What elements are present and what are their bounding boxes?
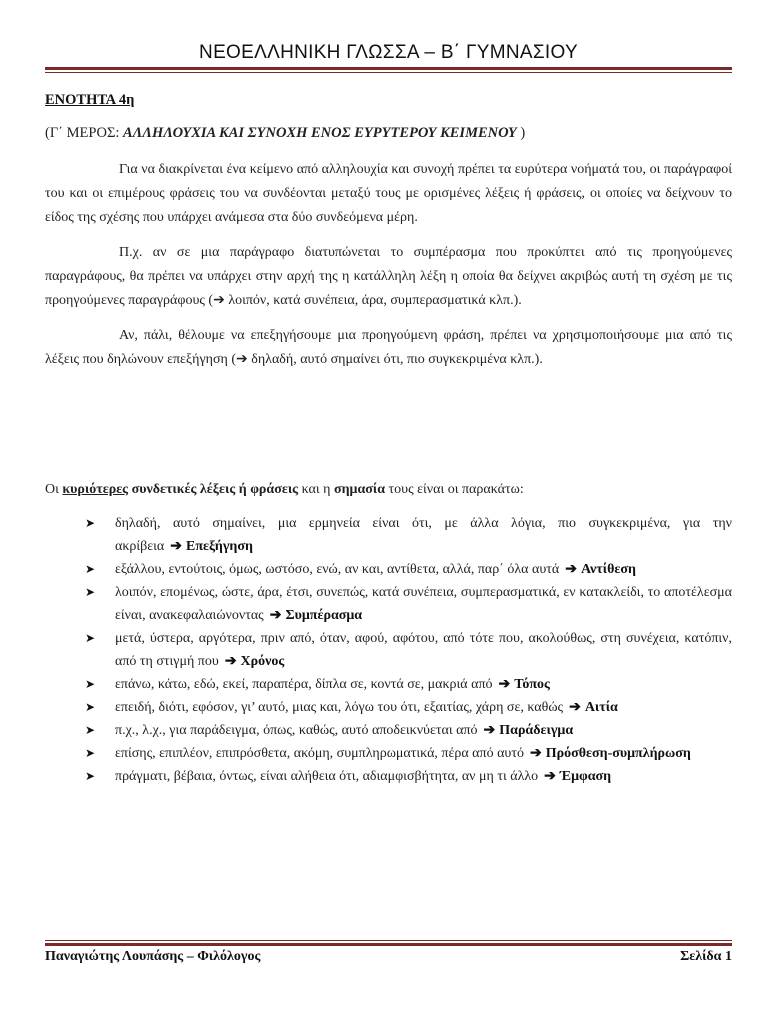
- list-item-text: λοιπόν, επομένως, ώστε, άρα, έτσι, συνεπώς, κατά συνέπεια, συμπερασματικά, εν κατακλείδι, το αποτέλεσμα είναι, ανακεφαλαιώνοντας: [115, 585, 732, 623]
- list-item-text: εξάλλου, εντούτοις, όμως, ωστόσο, ενώ, αν και, αντίθετα, αλλά, παρ΄ όλα αυτά: [115, 562, 560, 577]
- bullet-arrowhead-icon: ➤: [85, 700, 96, 714]
- list-item-text: πράγματι, βέβαια, όντως, είναι αλήθεια ότι, αδιαμφισβήτητα, αν μη τι άλλο: [115, 769, 539, 784]
- footer-rule-thin: [45, 940, 732, 941]
- list-item: [85, 512, 732, 558]
- list-item-text: επάνω, κάτω, εδώ, εκεί, παραπέρα, δίπλα σε, κοντά σε, μακριά από: [115, 677, 493, 692]
- bullet-arrowhead-icon: ➤: [85, 631, 96, 645]
- right-arrow-icon: ➔: [224, 654, 237, 669]
- list-item: [85, 627, 732, 673]
- right-arrow-icon: ➔: [529, 746, 542, 761]
- bullet-arrowhead-icon: ➤: [85, 769, 96, 783]
- header-rule-thin: [45, 72, 732, 73]
- body-text: [45, 158, 732, 383]
- list-item: [85, 673, 732, 696]
- intro-emphasis-connectives: συνδετικές λέξεις ή φράσεις: [128, 482, 299, 497]
- paragraph-3: Αν, πάλι, θέλουμε να επεξηγήσουμε μια προηγούμενη φράση, πρέπει να χρησιμοποιήσουμε μια από τις λέξεις που δηλώνουν επεξήγηση (➔ δηλαδή, αυτό σημαίνει ότι, πιο συγκεκριμένα κλπ.).: [45, 328, 732, 367]
- list-item-meaning: Χρόνος: [240, 654, 285, 669]
- intro-emphasis-main: κυριότερες: [62, 482, 129, 497]
- part-title: ΑΛΛΗΛΟΥΧΙΑ ΚΑΙ ΣΥΝΟΧΗ ΕΝΟΣ ΕΥΡΥΤΕΡΟΥ ΚΕΙΜΕΝΟΥ: [123, 125, 517, 141]
- right-arrow-icon: ➔: [483, 723, 496, 738]
- intro-text-1: Οι: [45, 482, 63, 497]
- footer-author: Παναγιώτης Λουπάσης – Φιλόλογος: [45, 949, 261, 964]
- header-rule-thick: [45, 67, 732, 70]
- right-arrow-icon: ➔: [498, 677, 511, 692]
- unit-heading: ΕΝΟΤΗΤΑ 4η: [45, 92, 135, 108]
- list-item-text: δηλαδή, αυτό σημαίνει, μια ερμηνεία είναι ότι, με άλλα λόγια, πιο συγκεκριμένα, για την ακρίβεια: [115, 516, 732, 554]
- connectives-list: [85, 512, 732, 788]
- right-arrow-icon: ➔: [269, 608, 282, 623]
- list-item-meaning: Αιτία: [584, 700, 618, 715]
- bullet-arrowhead-icon: ➤: [85, 746, 96, 760]
- right-arrow-icon: ➔: [565, 562, 577, 577]
- header-title: ΝΕΟΕΛΛΗΝΙΚΗ ΓΛΩΣΣΑ – Β΄ ΓΥΜΝΑΣΙΟΥ: [199, 42, 578, 63]
- list-item: [85, 765, 732, 788]
- document-page: [45, 0, 732, 1024]
- header-rule: [45, 67, 732, 73]
- right-arrow-icon: ➔: [544, 769, 556, 784]
- footer-rule: [45, 940, 732, 946]
- list-item-meaning: Συμπέρασμα: [285, 608, 363, 623]
- list-item: [85, 581, 732, 627]
- list-item-meaning: Τόπος: [514, 677, 550, 692]
- right-arrow-icon: ➔: [170, 539, 182, 554]
- list-item-text: π.χ., λ.χ., για παράδειγμα, όπως, καθώς, αυτό αποδεικνύεται από: [115, 723, 478, 738]
- list-item-meaning: Αντίθεση: [580, 562, 636, 577]
- intro-text-3: τους είναι οι παρακάτω:: [385, 482, 524, 497]
- list-item-meaning: Παράδειγμα: [499, 723, 574, 738]
- part-suffix: ): [516, 125, 526, 141]
- list-item-text: επειδή, διότι, εφόσον, γι’ αυτό, μιας και, λόγω του ότι, εξαιτίας, χάρη σε, καθώς: [115, 700, 564, 715]
- paragraph-1: Για να διακρίνεται ένα κείμενο από αλληλουχία και συνοχή πρέπει τα ευρύτερα νοήματά του, οι παράγραφοί του και οι επιμέρους φράσεις του να συνδέονται μεταξύ τους με ορισμένες λέξεις ή φράσεις, οι οποίες να δείχνουν το είδος της σχέσης που υπάρχει ανάμεσα στα δύο συνδεόμενα μέρη.: [45, 162, 732, 225]
- connectives-intro: [45, 478, 732, 502]
- list-item: [85, 558, 732, 581]
- footer-rule-thick: [45, 943, 732, 946]
- intro-text-2: και η: [298, 482, 334, 497]
- list-item: [85, 742, 732, 765]
- list-item: [85, 719, 732, 742]
- part-heading: [45, 125, 525, 142]
- list-item-meaning: Επεξήγηση: [185, 539, 253, 554]
- bullet-arrowhead-icon: ➤: [85, 585, 96, 599]
- right-arrow-icon: ➔: [569, 700, 581, 715]
- footer-page-number: Σελίδα 1: [680, 949, 732, 964]
- bullet-arrowhead-icon: ➤: [85, 677, 96, 691]
- part-prefix: (Γ΄ ΜΕΡΟΣ:: [45, 125, 124, 141]
- bullet-arrowhead-icon: ➤: [85, 516, 96, 530]
- intro-emphasis-meaning: σημασία: [333, 482, 386, 497]
- list-item-meaning: Έμφαση: [559, 769, 612, 784]
- list-item: [85, 696, 732, 719]
- list-item-meaning: Πρόσθεση-συμπλήρωση: [545, 746, 691, 761]
- list-item-text: μετά, ύστερα, αργότερα, πριν από, όταν, αφού, αφότου, από τότε που, ακολούθως, στη συνέχεια, κατόπιν, από τη στιγμή που: [115, 631, 732, 669]
- list-item-text: επίσης, επιπλέον, επιπρόσθετα, ακόμη, συμπληρωματικά, πέρα από αυτό: [115, 746, 524, 761]
- bullet-arrowhead-icon: ➤: [85, 723, 96, 737]
- bullet-arrowhead-icon: ➤: [85, 562, 96, 576]
- paragraph-2: Π.χ. αν σε μια παράγραφο διατυπώνεται το συμπέρασμα που προκύπτει από τις προηγούμενες παραγράφους, θα πρέπει να υπάρχει στην αρχή της η κατάλληλη λέξη η οποία θα δείχνει ακριβώς αυτή τη σχέση με τις προηγούμενες παραγράφους (➔ λοιπόν, κατά συνέπεια, άρα, συμπερασματικά κλπ.).: [45, 245, 732, 308]
